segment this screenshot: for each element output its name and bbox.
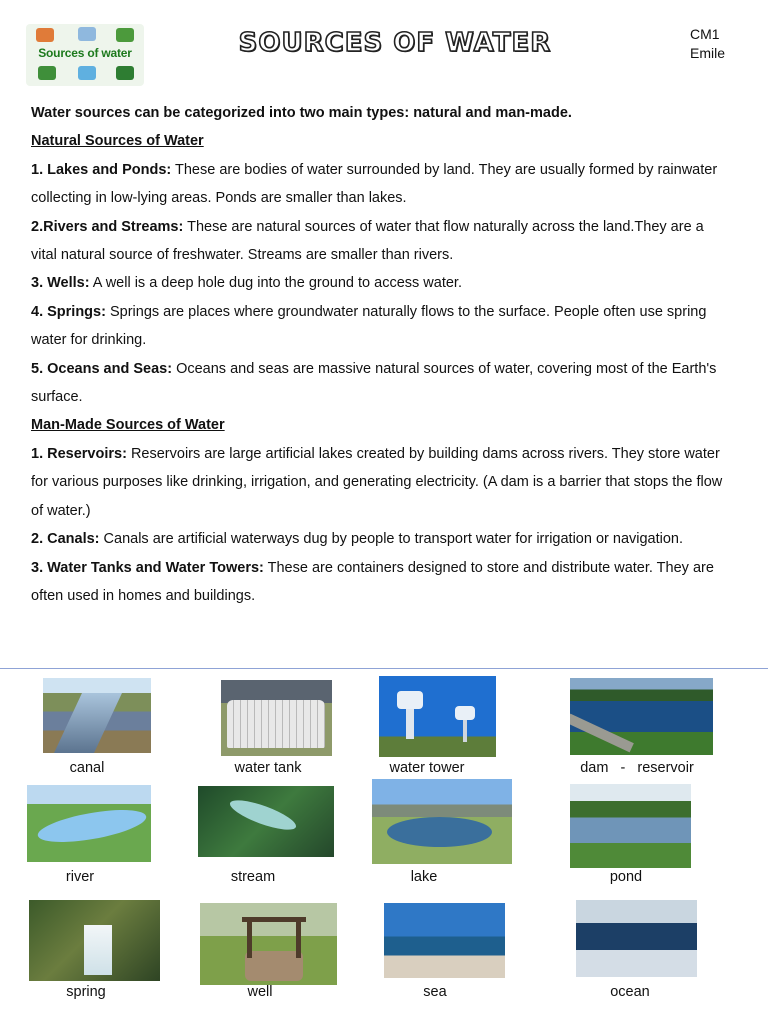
water-tank-photo: [221, 680, 332, 756]
river-caption: river: [65, 869, 95, 885]
spring-caption: spring: [66, 984, 106, 1000]
natural-item: 2.Rivers and Streams: These are natural sources of water that flow naturally across the land.They are a vital natural source of freshwater. Streams are smaller than rivers.: [31, 218, 704, 264]
tree-icon: [116, 28, 134, 42]
canal-photo: [43, 678, 151, 753]
water-tower-caption: water tower: [389, 760, 465, 776]
natural-sources-heading: Natural Sources of Water: [31, 133, 204, 150]
spring-photo: [29, 900, 160, 981]
worksheet-text: [31, 99, 731, 610]
manmade-sources-heading: Man-Made Sources of Water: [31, 417, 225, 434]
manmade-item: 3. Water Tanks and Water Towers: These are containers designed to store and distribute water. They are often used in homes and buildings.: [31, 559, 714, 604]
class-label: CM1: [690, 26, 720, 42]
river-photo: [27, 785, 151, 862]
well-caption: well: [247, 984, 273, 1000]
manmade-item: 2. Canals: Canals are artificial waterways dug by people to transport water for irrigation or navigation.: [31, 531, 684, 548]
lake-photo: [372, 779, 512, 864]
natural-item: 5. Oceans and Seas: Oceans and seas are massive natural sources of water, covering most of the Earth's surface.: [31, 360, 717, 406]
pond-caption: pond: [609, 869, 643, 885]
logo-text: Sources of water: [38, 46, 132, 60]
house-icon: [36, 28, 54, 42]
section-divider: [0, 668, 768, 669]
water-drop-icon: [78, 66, 96, 80]
natural-item: 4. Springs: Springs are places where groundwater naturally flows to the surface. People often use spring water for drinking.: [31, 303, 707, 349]
page-title: SOURCES OF WATER: [238, 28, 552, 58]
intro-paragraph: Water sources can be categorized into two main types: natural and man-made.: [31, 105, 572, 121]
sources-of-water-logo: [26, 24, 144, 86]
sea-photo: [384, 903, 505, 978]
stream-caption: stream: [230, 869, 276, 885]
forest-icon: [116, 66, 134, 80]
canal-caption: canal: [69, 760, 105, 776]
dam-reservoir-photo: [570, 678, 713, 755]
pond-photo: [570, 784, 691, 868]
rain-cloud-icon: [78, 27, 96, 41]
natural-item: 3. Wells: A well is a deep hole dug into the ground to access water.: [31, 275, 462, 292]
hill-icon: [38, 66, 56, 80]
lake-caption: lake: [410, 869, 438, 885]
water-tank-caption: water tank: [234, 760, 302, 776]
dam-reservoir-caption: dam - reservoir: [580, 760, 694, 776]
ocean-caption: ocean: [610, 984, 650, 1000]
stream-photo: [198, 786, 334, 857]
water-tower-photo: [379, 676, 496, 757]
well-photo: [200, 903, 337, 985]
natural-item: 1. Lakes and Ponds: These are bodies of water surrounded by land. They are usually formed by rainwater collecting in low-lying areas. Ponds are smaller than lakes.: [31, 161, 718, 207]
sea-caption: sea: [423, 984, 447, 1000]
manmade-item: 1. Reservoirs: Reservoirs are large artificial lakes created by building dams across rivers. They store water for various purposes like drinking, irrigation, and generating electricity. (A dam is a barrier that stops the flow of water.): [31, 445, 723, 519]
student-info: [690, 25, 725, 63]
ocean-photo: [576, 900, 697, 977]
student-name: Emile: [690, 45, 726, 61]
